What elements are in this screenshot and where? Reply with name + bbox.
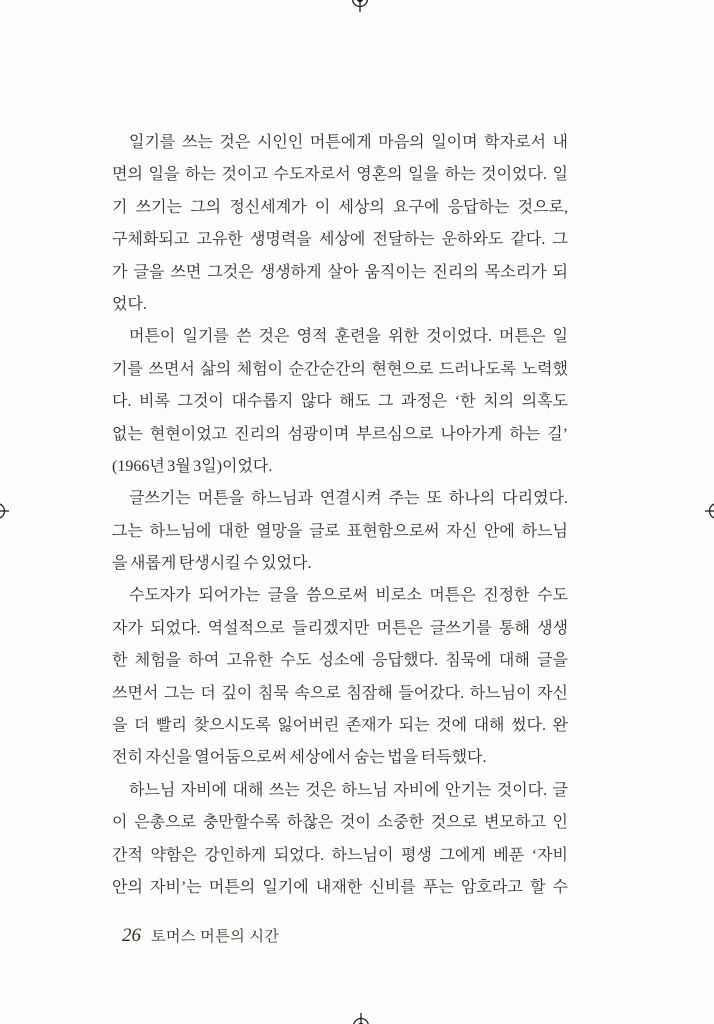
registration-mark-left-icon (0, 498, 11, 524)
text-line: 쓰면서 그는 더 깊이 침묵 속으로 침잠해 들어갔다. 하느님이 자신 (112, 684, 568, 702)
page-number: 26 (122, 925, 141, 946)
book-title: 토머스 머튼의 시간 (151, 929, 280, 945)
text-line: 기를 쓰면서 삶의 체험이 순간순간의 현현으로 드러나도록 노력했 (112, 360, 568, 378)
text-line: 없는 현현이었고 진리의 섬광이며 부르심으로 나아가게 하는 길’ (112, 425, 568, 443)
registration-mark-right-icon (703, 498, 714, 524)
text-line: 가 글을 쓰면 그것은 생생하게 살아 움직이는 진리의 목소리가 되 (112, 263, 568, 281)
text-line: 안의 자비’는 머튼의 일기에 내재한 신비를 푸는 암호라고 할 수 (112, 878, 568, 896)
text-line: 한 체험을 하여 고유한 수도 성소에 응답했다. 침묵에 대해 글을 (112, 652, 568, 670)
text-line: 이 은총으로 충만할수록 하찮은 것이 소중한 것으로 변모하고 인 (112, 814, 568, 832)
text-line: 을 더 빨리 찾으시도록 잃어버린 존재가 되는 것에 대해 썼다. 완 (112, 717, 568, 735)
text-line: 자가 되었다. 역설적으로 들리겠지만 머튼은 글쓰기를 통해 생생 (112, 619, 568, 637)
text-block (112, 127, 568, 904)
text-line: 전히 자신을 열어둠으로써 세상에서 숨는 법을 터득했다. (112, 749, 487, 767)
text-line: 머튼이 일기를 쓴 것은 영적 훈련을 위한 것이었다. 머튼은 일 (129, 328, 568, 346)
text-line: 구체화되고 고유한 생명력을 세상에 전달하는 운하와도 같다. 그 (112, 231, 568, 249)
text-line: 글쓰기는 머튼을 하느님과 연결시켜 주는 또 하나의 다리였다. (129, 490, 568, 508)
text-line: 간적 약함은 강인하게 되었다. 하느님이 평생 그에게 베푼 ‘자비 (112, 846, 568, 864)
text-line: 을 새롭게 탄생시킬 수 있었다. (112, 555, 312, 573)
text-line: 면의 일을 하는 것이고 수도자로서 영혼의 일을 하는 것이었다. 일 (112, 166, 568, 184)
text-line: 그는 하느님에 대한 열망을 글로 표현함으로써 자신 안에 하느님 (112, 522, 568, 540)
text-line: 기 쓰기는 그의 정신세계가 이 세상의 요구에 응답하는 것으로, (112, 198, 568, 216)
registration-mark-top-icon (344, 0, 376, 13)
text-line: 수도자가 되어가는 글을 씀으로써 비로소 머튼은 진정한 수도 (129, 587, 568, 605)
text-line: 다. 비록 그것이 대수롭지 않다 해도 그 과정은 ‘한 치의 의혹도 (112, 393, 568, 411)
text-line: 일기를 쓰는 것은 시인인 머튼에게 마음의 일이며 학자로서 내 (129, 134, 568, 151)
registration-mark-bottom-icon (346, 1013, 376, 1024)
text-line: (1966년 3월 3일)이었다. (112, 457, 273, 475)
text-line: 하느님 자비에 대해 쓰는 것은 하느님 자비에 안기는 것이다. 글 (129, 781, 568, 799)
text-line: 었다. (112, 295, 147, 313)
page-footer (122, 925, 279, 947)
